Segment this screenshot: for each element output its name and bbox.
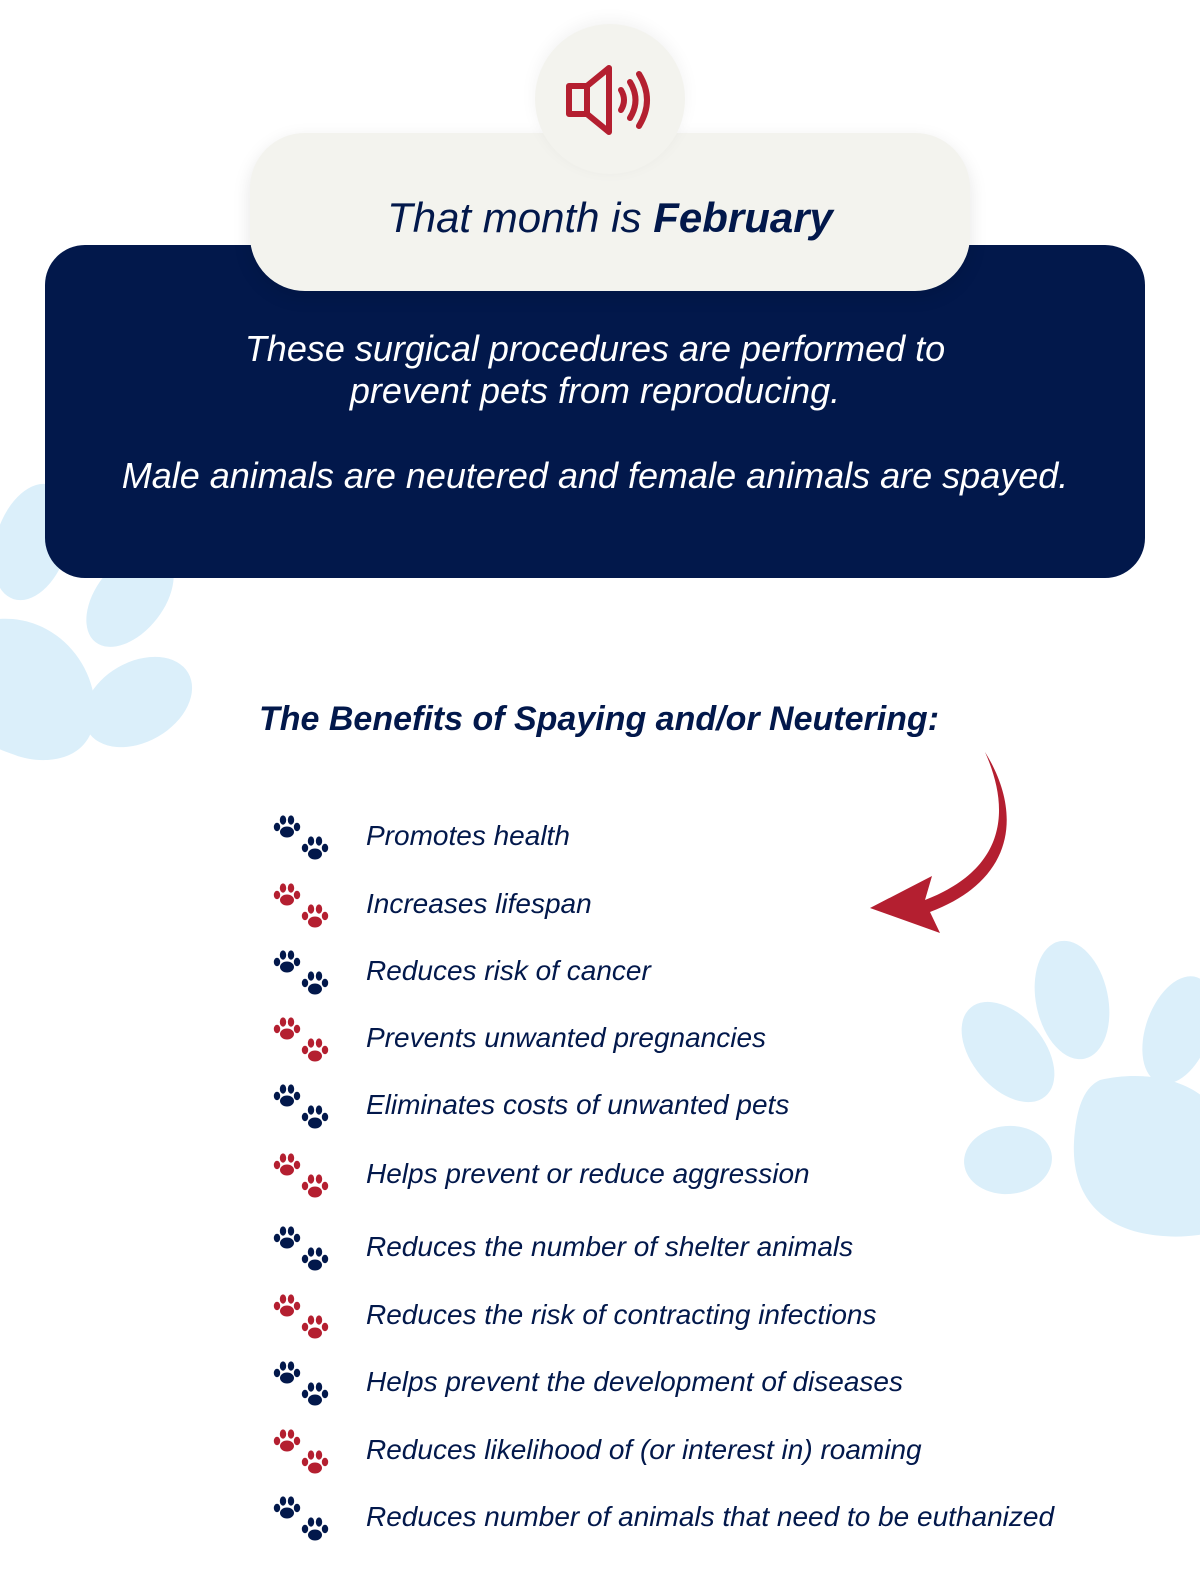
paw-print-icon	[272, 1291, 332, 1343]
paw-print-icon	[272, 1014, 332, 1066]
benefit-label: Reduces the risk of contracting infections	[366, 1299, 877, 1330]
paw-print-icon	[272, 1358, 332, 1410]
paw-print-icon	[272, 1426, 332, 1478]
benefit-label: Promotes health	[366, 820, 570, 851]
benefit-item	[272, 1291, 1132, 1351]
benefits-title: The Benefits of Spaying and/or Neutering:	[258, 700, 940, 738]
benefit-item	[272, 1426, 1132, 1486]
benefit-item	[272, 1493, 1132, 1553]
intro-paragraph-1: These surgical procedures are performed to prevent pets from reproducing.	[244, 328, 946, 411]
month-prefix: That month is	[387, 194, 642, 241]
benefit-label: Prevents unwanted pregnancies	[366, 1022, 767, 1053]
intro-paragraph-2: Male animals are neutered and female animals are spayed.	[121, 455, 1069, 496]
benefit-item	[272, 947, 1132, 1007]
paw-print-icon	[272, 1150, 332, 1202]
month-name: February	[653, 194, 833, 241]
month-heading	[250, 193, 970, 243]
paw-print-icon	[272, 1081, 332, 1133]
paw-print-icon	[272, 812, 332, 864]
paw-print-icon	[272, 880, 332, 932]
paw-print-icon	[272, 947, 332, 999]
benefit-label: Reduces the number of shelter animals	[366, 1231, 854, 1262]
benefit-label: Helps prevent the development of diseases	[366, 1366, 903, 1397]
benefit-label: Reduces risk of cancer	[366, 955, 651, 986]
benefit-label: Reduces number of animals that need to be euthanized	[366, 1501, 1055, 1532]
benefit-item	[272, 1358, 1132, 1418]
benefit-item	[272, 880, 1132, 940]
speaker-volume-icon[interactable]	[563, 62, 657, 138]
benefit-item	[272, 812, 1132, 872]
benefit-label: Increases lifespan	[366, 888, 592, 919]
benefit-item	[272, 1150, 1132, 1210]
benefit-item	[272, 1081, 1132, 1141]
benefit-label: Reduces likelihood of (or interest in) roaming	[366, 1434, 922, 1465]
benefit-item	[272, 1014, 1132, 1074]
benefit-label: Eliminates costs of unwanted pets	[366, 1089, 790, 1120]
paw-print-icon	[272, 1223, 332, 1275]
paw-print-icon	[272, 1493, 332, 1545]
benefit-item	[272, 1223, 1132, 1283]
benefit-label: Helps prevent or reduce aggression	[366, 1158, 810, 1189]
